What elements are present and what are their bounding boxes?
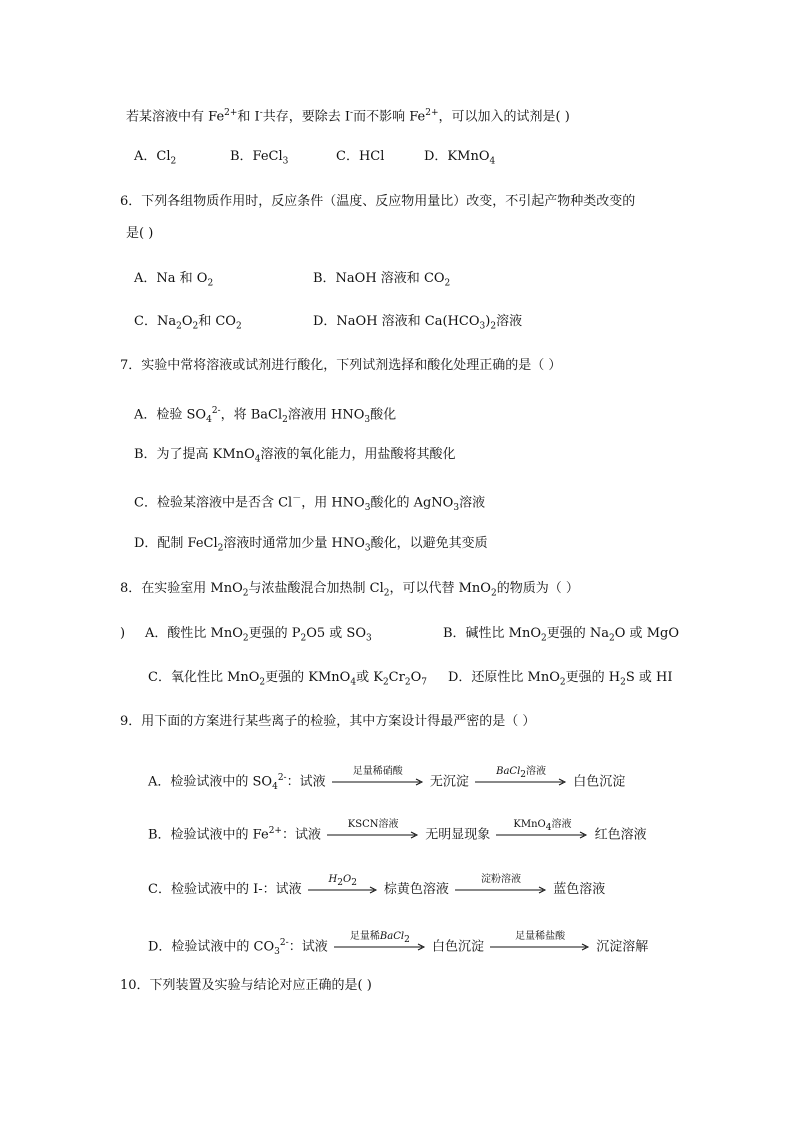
- q9-option-a: A．检验试液中的 $SO_4^{2-}$：试液 足量稀硝酸 无沉淀 BaCl$_2$溶液 白色沉淀: [148, 765, 626, 792]
- reaction-arrow: 足量稀BaCl$_2$: [334, 943, 426, 951]
- question-6-stem-cont: 是( ): [126, 226, 154, 241]
- q7-option-a: A．检验 $SO_4^{2-}$，将 BaCl$_2$溶液用 $HNO_3$酸化: [134, 406, 397, 425]
- q6-option-b: B．NaOH 溶液和 $CO_2$: [313, 271, 451, 289]
- q7-option-d: D．配制 FeCl$_2$溶液时通常加少量 $HNO_3$酸化，以避免其变质: [134, 536, 488, 554]
- reaction-arrow: BaCl$_2$溶液: [475, 778, 567, 786]
- q8-option-c: C．氧化性比 MnO$_2$更强的 KMnO$_4$或 $K_2Cr_2O_7$: [148, 670, 427, 688]
- q7-option-c: C．检验某溶液中是否含 Cl－，用 $HNO_3$酸化的 AgNO$_3$溶液: [134, 494, 486, 513]
- reaction-arrow: 足量稀盐酸: [490, 943, 590, 951]
- question-10-stem: 10．下列装置及实验与结论对应正确的是( ): [120, 978, 372, 993]
- option-b: B．FeCl$_3$: [230, 149, 289, 167]
- q7-option-b: B．为了提高 KMnO$_4$溶液的氧化能力，用盐酸将其酸化: [134, 447, 456, 465]
- reaction-arrow: $H_2O_2$: [308, 886, 378, 894]
- question-9-stem: 9．用下面的方案进行某些离子的检验，其中方案设计得最严密的是（ ）: [120, 714, 536, 729]
- question-6-stem: 6．下列各组物质作用时，反应条件（温度、反应物用量比）改变，不引起产物种类改变的: [120, 194, 636, 209]
- option-d: D．KMnO$_4$: [424, 149, 496, 167]
- reaction-arrow: KMnO$_4$溶液: [496, 831, 588, 839]
- reaction-arrow: 足量稀硝酸: [332, 778, 424, 786]
- q8-option-d: D．还原性比 MnO$_2$更强的 $H_2S$ 或 HI: [448, 670, 673, 688]
- q9-option-c: C．检验试液中的 I-：试液 $H_2O_2$ 棕黄色溶液 淀粉溶液 蓝色溶液: [148, 873, 606, 897]
- question-8-stem: 8．在实验室用 MnO$_2$与浓盐酸混合加热制 $Cl_2$，可以代替 MnO$_2$的物质为（ ）: [120, 581, 579, 599]
- reaction-arrow: KSCN溶液: [327, 831, 419, 839]
- q6-option-c: C．$Na_2O_2$和 $CO_2$: [134, 314, 242, 332]
- q6-option-d: D．NaOH 溶液和 $Ca(HCO_3)_2$溶液: [313, 314, 523, 332]
- q9-option-d: D．检验试液中的 $CO_3^{2-}$：试液 足量稀BaCl$_2$ 白色沉淀 足量稀盐酸 沉淀溶解: [148, 930, 649, 957]
- q6-option-a: A．Na 和 $O_2$: [134, 271, 214, 289]
- q8-option-a: A．酸性比 MnO$_2$更强的 $P_2O5$ 或 $SO_3$: [145, 626, 372, 644]
- reaction-arrow: 淀粉溶液: [455, 886, 547, 894]
- q9-option-b: B．检验试液中的 $Fe^{2+}$：试液 KSCN溶液 无明显现象 KMnO$_4$溶液 红色溶液: [148, 818, 647, 843]
- q8-option-b: B．碱性比 MnO$_2$更强的 $Na_2O$ 或 MgO: [443, 626, 679, 644]
- option-a: A．$Cl_2$: [134, 149, 177, 167]
- option-c: C．HCl: [336, 149, 385, 164]
- question-7-stem: 7．实验中常将溶液或试剂进行酸化，下列试剂选择和酸化处理正确的是（ ）: [120, 358, 562, 373]
- intro-question: 若某溶液中有 $Fe^{2+}$和 I-共存，要除去 I-而不影响 $Fe^{2+}$，可以加入的试剂是( ): [126, 108, 570, 125]
- q8-stray-paren: ): [120, 626, 126, 641]
